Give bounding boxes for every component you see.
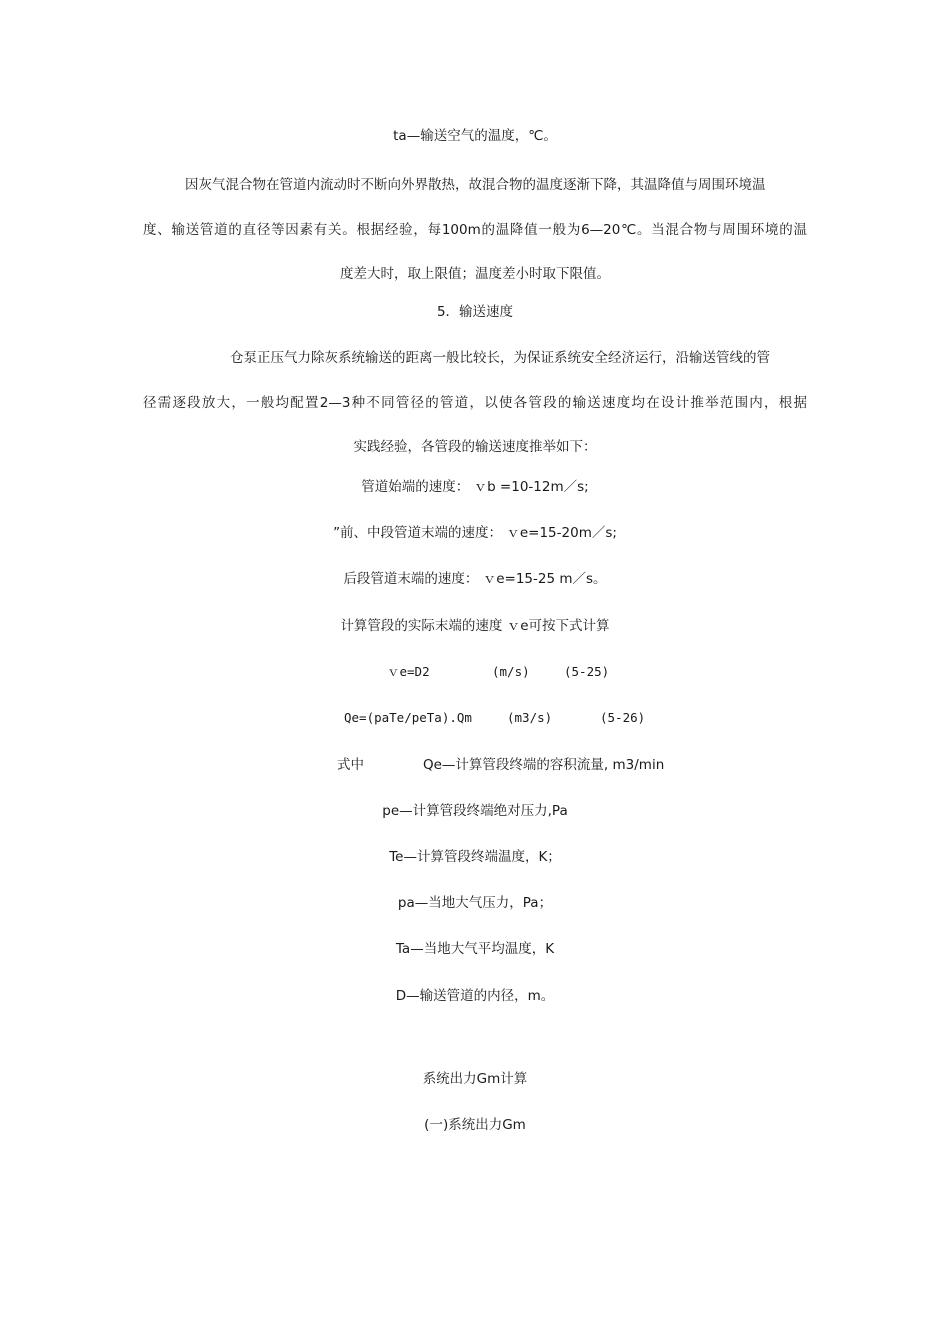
paragraph-line: 因灰气混合物在管道内流动时不断向外界散热，故混合物的温度逐渐下降，其温降值与周围环境温: [185, 177, 766, 193]
where-label: 式中: [337, 757, 364, 773]
subsection-title: (一)系统出力Gm: [424, 1117, 526, 1133]
line-ta-definition: ta—输送空气的温度，℃。: [393, 128, 557, 144]
formula-unit: (m3/s): [507, 710, 553, 725]
paragraph-pipe-diameters: [143, 348, 807, 457]
paragraph-temperature-drop: [143, 175, 807, 284]
calc-intro: 计算管段的实际末端的速度 ｖe可按下式计算: [340, 618, 610, 634]
formula-expression: Qe=(paTe/peTa).Qm: [344, 710, 472, 725]
paragraph-line: 径需逐段放大，一般均配置2—3种不同管径的管道，以使各管段的输送速度均在设计推举范围内，根据: [143, 394, 807, 411]
definition-pa: pa—当地大气压力，Pa；: [397, 895, 553, 911]
definition-te: Te—计算管段终端温度，K；: [389, 849, 561, 865]
definition-pe: pe—计算管段终端绝对压力,Pa: [382, 803, 568, 819]
paragraph-line: 仓泵正压气力除灰系统输送的距离一般比较长，为保证系统安全经济运行，沿输送管线的管: [230, 350, 770, 366]
paragraph-line: 度差大时，取上限值；温度差小时取下限值。: [340, 266, 610, 282]
speed-start: 管道始端的速度： ｖb =10-12m／s;: [361, 479, 589, 495]
heading-transport-speed: 5．输送速度: [436, 304, 514, 320]
speed-rear-end: 后段管道末端的速度： ｖe=15-25 m／s。: [343, 571, 607, 587]
formula-expression: ｖe=D2: [387, 664, 430, 679]
definition-ta: Ta—当地大气平均温度，K: [395, 941, 555, 957]
speed-middle-end: ”前、中段管道末端的速度： ｖe=15-20m／s;: [333, 525, 617, 541]
section-title: 系统出力Gm计算: [422, 1071, 528, 1087]
formula-number: (5-26): [600, 710, 646, 725]
paragraph-line: 实践经验，各管段的输送速度推举如下：: [353, 439, 597, 455]
definition-d: D—输送管道的内径，m。: [395, 988, 555, 1004]
formula-unit: (m/s): [492, 664, 530, 679]
formula-number: (5-25): [564, 664, 610, 679]
paragraph-line: 度、输送管道的直径等因素有关。根据经验，每100m的温降值一般为6—20℃。当混合物与周围环境的温: [143, 221, 807, 238]
where-definition-qe: Qe—计算管段终端的容积流量, m3/min: [423, 757, 665, 773]
